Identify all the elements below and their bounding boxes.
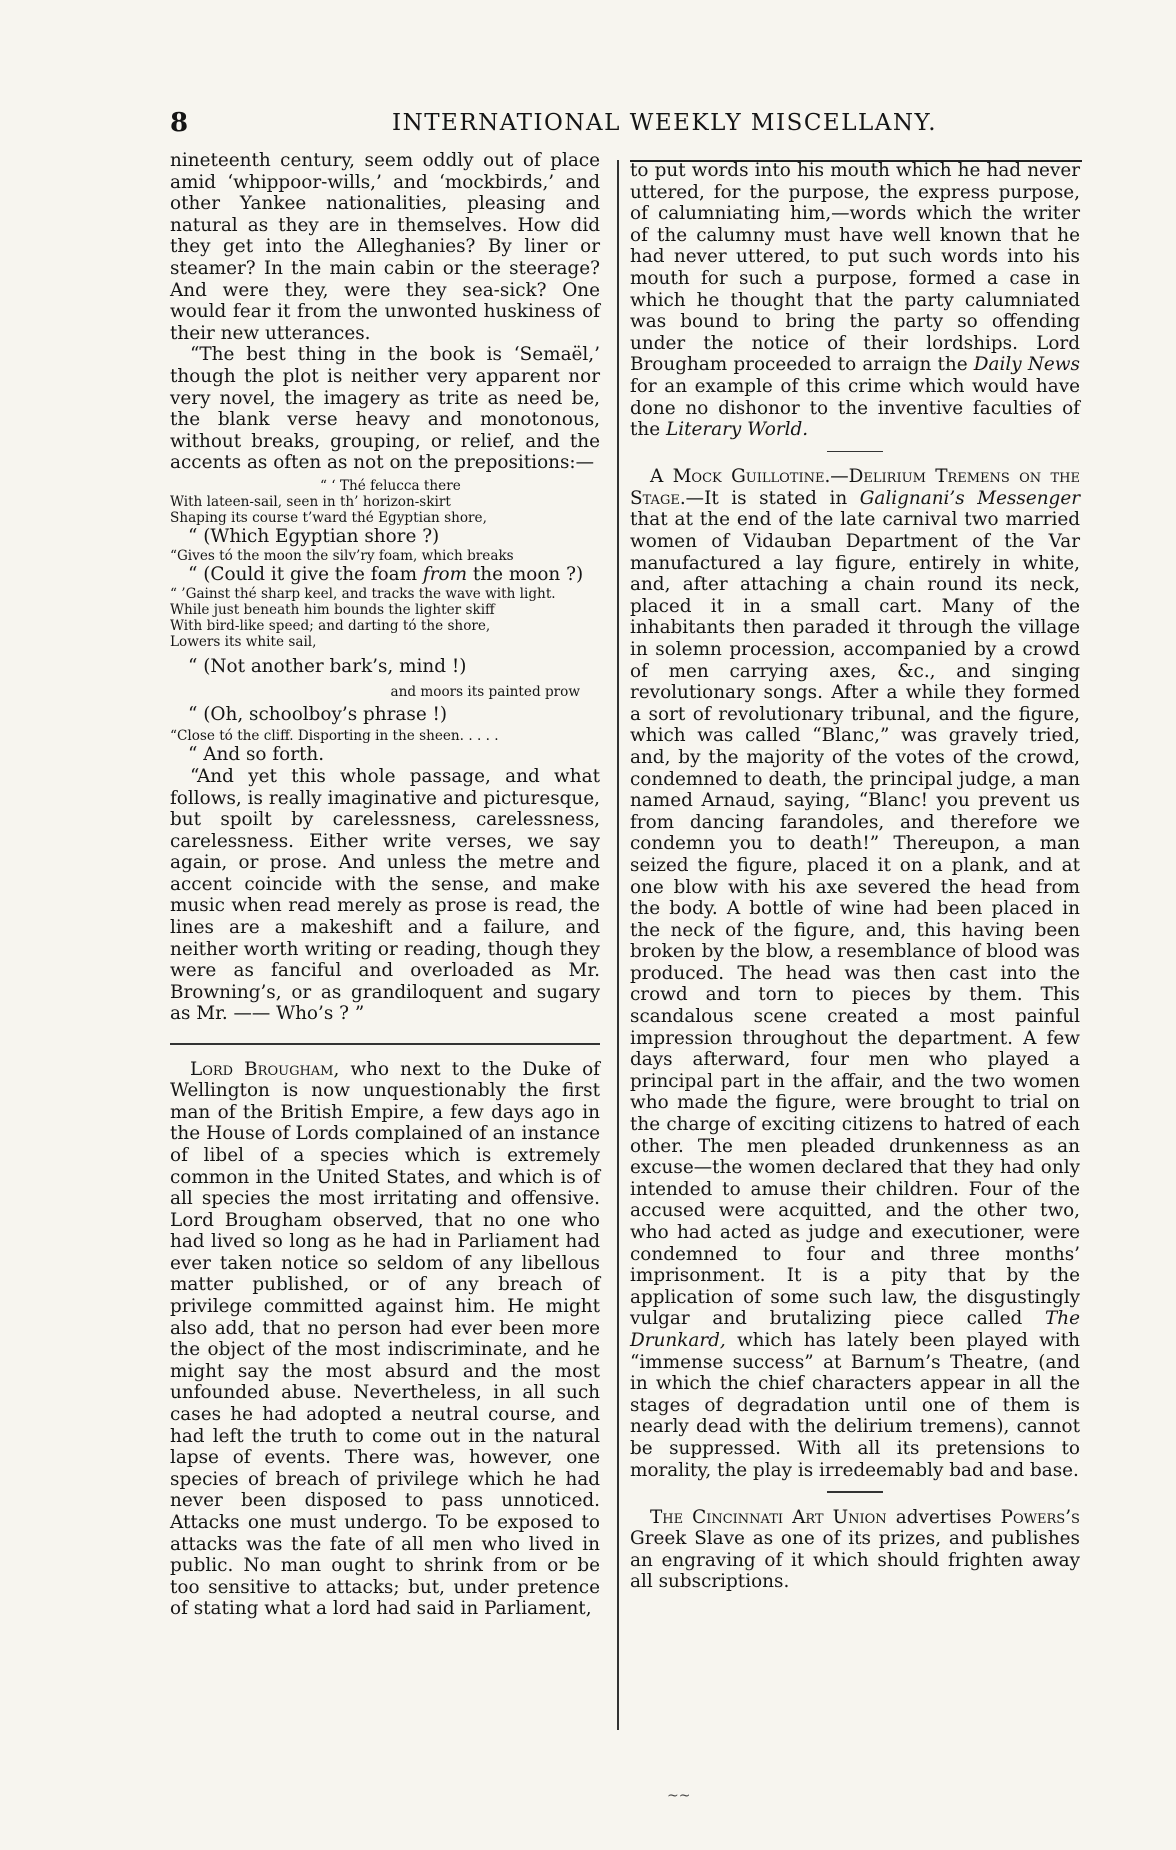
paragraph-brougham-continued: to put words into his mouth which he had never uttered, for the purpose, the express purpose, of calumniating him,—words which the writer of the calumny must have well known that he had never uttered, to put such words into his mouth for such a purpose, formed a case in which he thought that the party calumniated was bound to bring the party so offending under the notice of their lordships. Lord Brougham proceeded to arraign the Daily News for an example of this crime which would have done no dishonor to the inventive faculties of the Literary World. — [630, 160, 1080, 441]
paragraph-mock-guillotine: A Mock Guillotine.—Delirium Tremens on the Stage.—It is stated in Galignani’s Messenger that at the end of the late carnival two married women of Vidauban Department of the Var manufactured a lay figure, entirely in white, and, after attaching a chain round its neck, placed it in a small cart. Many of the inhabitants then paraded it through the village in solemn procession, accompanied by a crowd of men carrying axes, &c., and singing revolutionary songs. After a while they formed a sort of revolutionary tribunal, and the figure, which was called “Blanc,” was gravely tried, and, by the majority of the votes of the crowd, condemned to death, the principal judge, a man named Arnaud, saying, “Blanc! you prevent us from dancing farandoles, and therefore we condemn you to death!” Thereupon, a man seized the figure, placed it on a plank, and at one blow with his axe severed the head from the body. A bottle of wine had been placed in the neck of the figure, and, this having been broken by the blow, a resemblance of blood was produced. The head was then cast into the crowd and torn to pieces by them. This scandalous scene created a most painful impression throughout the department. A few days afterward, four men who played a principal part in the affair, and the two women who made the figure, were brought to trial on the charge of exciting citizens to hatred of each other. The men pleaded drunkenness as an excuse—the women declared that they had only intended to amuse their children. Four of the accused were acquitted, and the other two, who had acted as judge and executioner, were condemned to four and three months’ imprisonment. It is a pity that by the application of some such law, the disgustingly vulgar and brutalizing piece called The Drunkard, which has lately been played with “immense success” at Barnum’s Theatre, (and in which the chief characters appear in all the stages of degradation until one of them is nearly dead with the delirium tremens), cannot be suppressed. With all its pretensions to morality, the play is irredeemably bad and base. — [630, 466, 1080, 1481]
verse-comment: “ And so forth. — [188, 743, 325, 765]
paragraph-semael: “The best thing in the book is ‘Semaël,’ though the plot is neither very apparent nor very novel, the imagery as trite as need be, the blank verse heavy and monotonous, without breaks, grouping, or relief, and the accents as often as not on the prepositions:— — [170, 344, 600, 474]
verse-comment: “ (Not another bark’s, mind !) — [188, 655, 467, 677]
page-number: 8 — [170, 108, 189, 138]
section-rule — [170, 1043, 600, 1045]
left-column — [170, 150, 600, 1620]
verse-comment: “ (Which Egyptian shore ?) — [188, 525, 440, 547]
paragraph-art-union: The Cincinnati Art Union advertises Powers’s Greek Slave as one of its prizes, and publishes an engraving of it which should frighten away all subscriptions. — [630, 1506, 1080, 1593]
paragraph-criticism: “And yet this whole passage, and what follows, is really imaginative and picturesque, but spoilt by carelessness, carelessness, carelessness. Either write verses, we say again, or prose. And unless the metre and accent coincide with the sense, and make music when read merely as prose is read, the lines are a makeshift and a failure, and neither worth writing or reading, though they were as fanciful and overloaded as Mr. Browning’s, or as grandiloquent and sugary as Mr. —— Who’s ? ” — [170, 765, 600, 1025]
running-title: INTERNATIONAL WEEKLY MISCELLANY. — [392, 110, 938, 136]
section-rule — [827, 1491, 883, 1493]
verse-comment: “ (Oh, schoolboy’s phrase !) — [188, 703, 448, 725]
right-column — [630, 160, 1080, 1593]
paragraph-brougham: Lord Brougham, who next to the Duke of Wellington is now unquestionably the first man of the British Empire, a few days ago in the House of Lords complained of an instance of libel of a species which is extremely common in the United States, and which is of all species the most irritating and offensive. Lord Brougham observed, that no one who had lived so long as he had in Parliament had ever taken notice so seldom of any libellous matter published, or of any breach of privilege committed against him. He might also add, that no person had ever been more the object of the most indiscriminate, and he might say the most absurd and the most unfounded abuse. Nevertheless, in all such cases he had adopted a neutral course, and had left the truth to come out in the natural lapse of events. There was, however, one species of breach of privilege which he had never been disposed to pass unnoticed. Attacks one must undergo. To be exposed to attacks was the fate of all men who lived in public. No man ought to shrink from or be too sensitive to attacks; but, under pretence of stating what a lord had said in Parliament, — [170, 1058, 600, 1620]
lead-in: A Mock Guillotine.—Delirium Tremens on the Stage. — [630, 466, 1080, 509]
verse-line: Shaping its course t’ward thé Egyptian shore, — [170, 509, 487, 526]
verse-line: “ ’Gainst thé sharp keel, and tracks the wave with light. — [170, 585, 556, 602]
paragraph-continuation: nineteenth century, seem oddly out of place amid ‘whippoor-wills,’ and ‘mockbirds,’ and other Yankee nationalities, pleasing and natural as they are in themselves. How did they get into the Alleghanies? By liner or steamer? In the main cabin or the steerage? And were they, were they sea-sick? One would fear it from the unwonted huskiness of their new utterances. — [170, 150, 600, 344]
column-divider — [617, 160, 619, 1730]
verse-line: With lateen-sail, seen in th’ horizon-skirt — [170, 493, 451, 510]
section-rule — [827, 451, 883, 453]
page-header — [170, 108, 1090, 148]
verse-comment: “ (Could it give the foam from the moon ?) — [188, 563, 584, 585]
verse-line: “Close tó the cliff. Disporting in the sheen. . . . . — [170, 727, 499, 744]
verse-line: “Gives tó the moon the silv’ry foam, which breaks — [170, 547, 514, 564]
footer-mark: ~~ — [667, 1788, 691, 1804]
verse-line: With bird-like speed; and darting tó the shore, — [170, 617, 491, 634]
verse-line: and moors its painted prow — [390, 683, 580, 700]
verse-line: “ ‘ Thé felucca there — [320, 477, 461, 494]
lead-in: The Cincinnati Art Union — [650, 1506, 887, 1528]
verse-line: While just beneath him bounds the lighter skiff — [170, 601, 495, 618]
lead-in: Lord Brougham, — [190, 1058, 340, 1080]
verse-line: Lowers its white sail, — [170, 633, 317, 650]
